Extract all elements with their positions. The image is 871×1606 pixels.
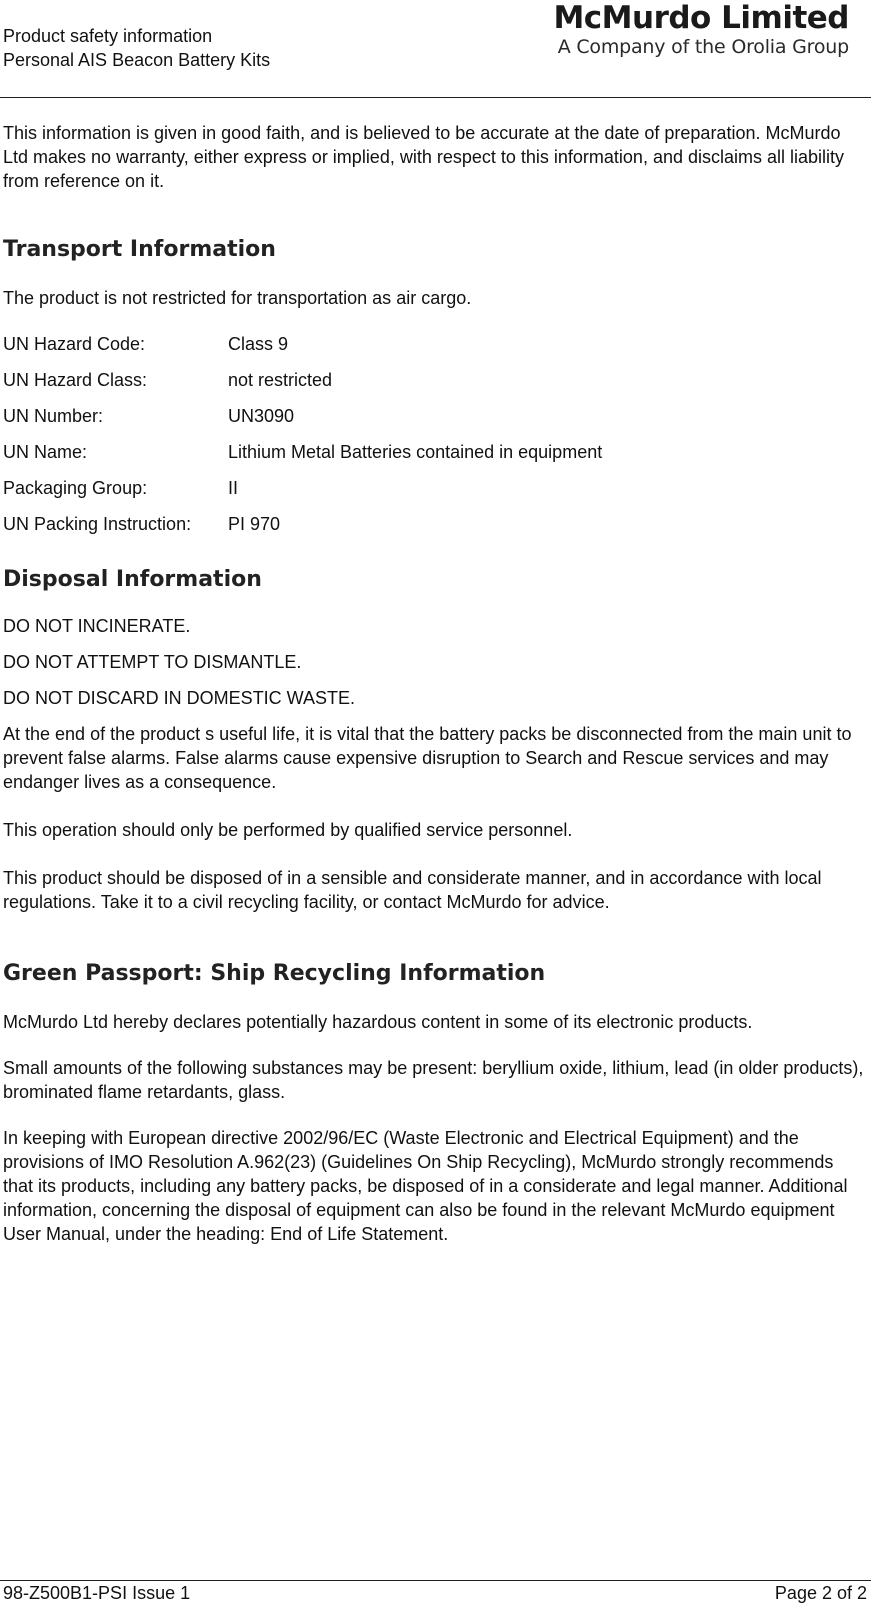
transport-value: Lithium Metal Batteries contained in equipment (228, 442, 603, 462)
disposal-paragraph-2: This operation should only be performed by qualified service personnel. (3, 820, 573, 840)
page-number: Page 2 of 2 (774, 1583, 867, 1603)
intro-paragraph: This information is given in good faith, and is believed to be accurate at the date of preparation. McMurdo Ltd makes no warranty, either express or implied, with respect to this information, and disclaims all liability from reference on it. (3, 123, 845, 191)
transport-label: UN Number: (3, 406, 104, 426)
page-footer (3, 1582, 867, 1604)
header-line-2: Personal AIS Beacon Battery Kits (3, 50, 271, 70)
transport-statement: The product is not restricted for transportation as air cargo. (3, 288, 472, 308)
transport-value: Class 9 (228, 334, 289, 354)
disposal-warning: DO NOT INCINERATE. (3, 616, 191, 636)
footer-divider (0, 1580, 871, 1581)
transport-label: UN Hazard Code: (3, 334, 146, 354)
disposal-paragraph-1: At the end of the product s useful life, it is vital that the battery packs be disconnected from the main unit to prevent false alarms. False alarms cause expensive disruption to Search and Rescue services and may endanger lives as a consequence. (3, 724, 852, 792)
green-passport-heading: Green Passport: Ship Recycling Information (3, 961, 546, 986)
transport-value: PI 970 (228, 514, 281, 534)
transport-row (3, 476, 868, 512)
disposal-warning: DO NOT ATTEMPT TO DISMANTLE. (3, 652, 302, 672)
transport-row (3, 440, 868, 476)
transport-row (3, 404, 868, 440)
green-paragraph-3: In keeping with European directive 2002/96/EC (Waste Electronic and Electrical Equipment) and the provisions of IMO Resolution A.962(23) (Guidelines On Ship Recycling), McMurdo strongly recommends that its products, including any battery packs, be disposed of in a considerate and legal manner. Additional information, concerning the disposal of equipment can also be found in the relevant McMurdo equipment User Manual, under the heading: End of Life Statement. (3, 1128, 848, 1244)
document-id: 98-Z500B1-PSI Issue 1 (3, 1583, 191, 1603)
header-title-block (3, 24, 270, 72)
green-paragraph-2: Small amounts of the following substances may be present: beryllium oxide, lithium, lead (in older products), brominated flame retardants, glass. (3, 1058, 864, 1102)
transport-label: UN Packing Instruction: (3, 514, 192, 534)
transport-value: UN3090 (228, 406, 295, 426)
transport-value: II (228, 478, 239, 498)
transport-label: Packaging Group: (3, 478, 148, 498)
disposal-warning: DO NOT DISCARD IN DOMESTIC WASTE. (3, 688, 356, 708)
document-body (3, 121, 868, 1246)
transport-label: UN Hazard Class: (3, 370, 148, 390)
company-logo (553, 0, 849, 58)
transport-row (3, 512, 868, 548)
disposal-paragraph-3: This product should be disposed of in a sensible and considerate manner, and in accordance with local regulations. Take it to a civil recycling facility, or contact McMurdo for advice. (3, 868, 822, 912)
logo-main-text: McMurdo Limited (553, 0, 849, 36)
transport-value: not restricted (228, 370, 333, 390)
transport-row (3, 332, 868, 368)
transport-label: UN Name: (3, 442, 88, 462)
disposal-heading: Disposal Information (3, 567, 262, 592)
green-paragraph-1: McMurdo Ltd hereby declares potentially hazardous content in some of its electronic products. (3, 1012, 753, 1032)
transport-row (3, 368, 868, 404)
transport-table (3, 332, 868, 548)
transport-heading: Transport Information (3, 237, 276, 262)
header-line-1: Product safety information (3, 26, 213, 46)
logo-sub-text: A Company of the Orolia Group (557, 36, 849, 58)
header-divider (0, 97, 871, 98)
